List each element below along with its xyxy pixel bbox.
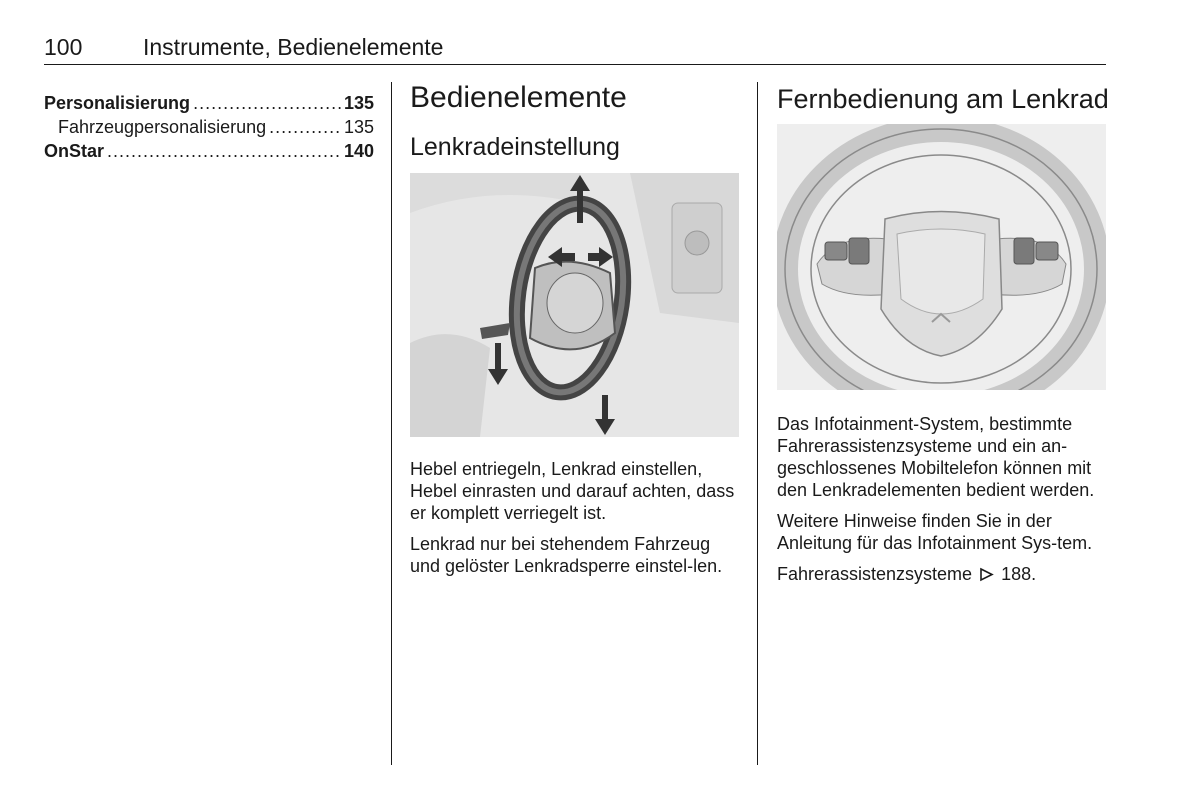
toc-leader-dots: [193, 91, 341, 115]
cross-reference-label: Fahrerassistenzsysteme: [777, 564, 973, 584]
toc-entry-personalisierung[interactable]: [44, 91, 374, 115]
column-divider-left: [391, 82, 392, 765]
arrow-reference-icon: [979, 565, 994, 587]
toc-entry-label: Personalisierung: [44, 93, 191, 113]
toc-entry-onstar[interactable]: [44, 139, 374, 163]
paragraph: Weitere Hinweise finden Sie in der Anleitung für das Infotainment Sys-tem.: [777, 511, 1093, 553]
steering-wheel-controls-icon: [777, 124, 1106, 390]
toc-entry-page: 135: [343, 93, 374, 113]
subsection-title-lenkradeinstellung: Lenkradeinstellung: [410, 133, 620, 161]
section-title-bedienelemente: Bedienelemente: [410, 81, 627, 114]
toc-entry-label: OnStar: [44, 141, 105, 161]
toc-leader-dots: [269, 115, 341, 139]
toc-leader-dots: [107, 139, 341, 163]
toc-entry-page: 140: [343, 141, 374, 161]
steering-wheel-controls-figure: [777, 124, 1106, 390]
toc-entry-fahrzeugpersonalisierung[interactable]: [44, 115, 374, 139]
page-number: 100: [44, 34, 83, 60]
cross-reference-page: 188.: [1001, 564, 1037, 584]
cross-reference[interactable]: [777, 563, 1109, 587]
paragraph: Das Infotainment-System, bestimmte Fahrerassistenzsysteme und ein an-geschlossenes Mobiltelefon können mit den Lenkradelementen bedient werden.: [777, 414, 1095, 500]
steering-wheel-adjustment-figure: [410, 173, 739, 437]
header-rule: [44, 64, 1106, 65]
middle-body-text: [410, 458, 742, 586]
column-divider-right: [757, 82, 758, 765]
paragraph: Hebel entriegeln, Lenkrad einstellen, Hebel einrasten und darauf achten, dass er komplett verriegelt ist.: [410, 459, 735, 523]
section-title-fernbedienung: Fernbedienung am Lenkrad: [777, 84, 1109, 114]
toc-entry-label: Fahrzeugpersonalisierung: [58, 117, 267, 137]
toc-entry-page: 135: [343, 117, 374, 137]
steering-wheel-adjustment-icon: [410, 173, 739, 437]
chapter-title: Instrumente, Bedienelemente: [143, 34, 444, 60]
right-body-text: [777, 413, 1109, 596]
paragraph: Lenkrad nur bei stehendem Fahrzeug und gelöster Lenkradsperre einstel-len.: [410, 534, 723, 576]
table-of-contents: [44, 91, 374, 163]
